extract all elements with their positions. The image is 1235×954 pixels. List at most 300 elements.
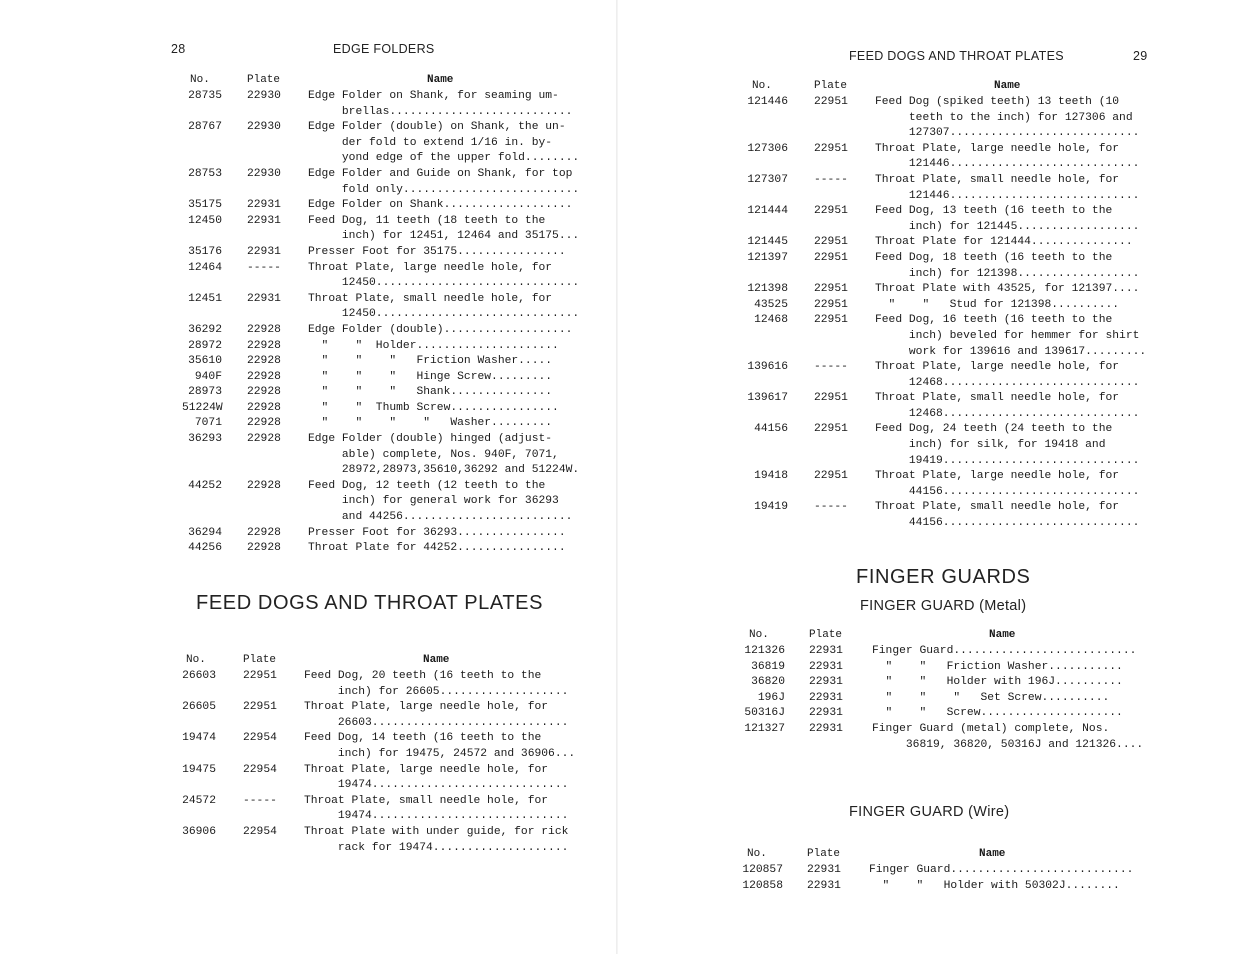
feed-dogs-table-right	[744, 79, 1154, 532]
part-description	[304, 700, 578, 731]
part-number: 35610	[188, 355, 222, 368]
plate-number: 22931	[809, 645, 843, 657]
part-description	[872, 691, 1151, 707]
table-row	[744, 235, 1154, 251]
part-number: 121445	[747, 236, 788, 249]
part-description	[308, 354, 582, 370]
part-description	[875, 500, 1154, 531]
page-number-left: 28	[171, 42, 186, 56]
description-line: Finger Guard...........................	[869, 864, 1134, 876]
description-line: brellas...........................	[308, 105, 573, 118]
description-line: Finger Guard (metal) complete, Nos.	[872, 722, 1110, 735]
table-row	[182, 339, 582, 355]
table-row	[178, 669, 578, 700]
description-line: " " " Shank...............	[308, 386, 553, 399]
table-row	[182, 541, 582, 557]
description-line: 19419.............................	[875, 454, 1140, 467]
part-number: 35176	[188, 245, 222, 258]
left-page	[0, 0, 617, 954]
part-number: 12464	[188, 261, 222, 274]
table-row	[182, 354, 582, 370]
part-description	[308, 214, 582, 245]
description-line: inch) beveled for hemmer for shirt	[875, 329, 1140, 342]
col-header-name: Name	[994, 80, 1021, 92]
part-description	[308, 89, 582, 120]
part-description	[308, 479, 582, 526]
description-line: Feed Dog, 20 teeth (16 teeth to the	[304, 670, 542, 682]
description-line: 12468.............................	[875, 407, 1140, 420]
feed-dogs-heading-left: FEED DOGS AND THROAT PLATES	[196, 592, 544, 614]
plate-number: 22930	[247, 167, 281, 180]
table-row	[739, 879, 1149, 895]
plate-number: 22931	[809, 707, 843, 720]
part-description	[875, 298, 1154, 314]
description-line: 44156.............................	[875, 517, 1140, 530]
part-number: 127306	[747, 142, 788, 155]
part-number: 12451	[188, 292, 222, 305]
part-description	[304, 825, 578, 856]
col-header-no: No.	[186, 654, 206, 666]
plate-number: 22931	[809, 722, 843, 735]
part-number: 35175	[188, 199, 222, 212]
description-line: " " Holder.....................	[308, 339, 559, 352]
description-line: Throat Plate for 44252................	[308, 542, 566, 555]
part-description	[308, 385, 582, 401]
description-line: " " Thumb Screw................	[308, 401, 559, 414]
part-description	[875, 360, 1154, 391]
part-description	[875, 95, 1154, 142]
description-line: " " " Hinge Screw.........	[308, 370, 553, 383]
table-row	[741, 706, 1151, 722]
plate-number: 22930	[247, 121, 281, 134]
description-line: Feed Dog, 12 teeth (12 teeth to the	[308, 479, 546, 492]
part-number: 19474	[182, 732, 216, 745]
description-line: inch) for 26605...................	[304, 685, 569, 698]
table-row	[741, 675, 1151, 691]
part-number: 44252	[188, 479, 222, 492]
description-line: inch) for 12451, 12464 and 35175...	[308, 230, 580, 243]
metal-heading-prefix: FINGER GUARD (	[860, 598, 985, 614]
part-number: 12468	[754, 314, 788, 327]
table-row	[178, 825, 578, 856]
part-number: 50316J	[744, 707, 785, 720]
table-header	[182, 73, 582, 89]
plate-number: 22931	[807, 879, 841, 892]
table-header	[739, 847, 1149, 863]
table-row	[744, 500, 1154, 531]
description-line: 127307............................	[875, 127, 1140, 140]
part-number: 36293	[188, 433, 222, 446]
part-number: 44156	[754, 423, 788, 436]
finger-guard-metal-table	[741, 628, 1151, 753]
description-line: " " Screw.....................	[872, 707, 1123, 720]
col-header-name: Name	[979, 848, 1006, 860]
description-line: Throat Plate, large needle hole, for	[304, 763, 549, 776]
plate-number: 22928	[247, 526, 281, 539]
description-line: 36819, 36820, 50316J and 121326....	[872, 738, 1144, 751]
description-line: " " " " Washer.........	[308, 417, 553, 430]
part-description	[872, 644, 1151, 660]
table-row	[182, 370, 582, 386]
table-row	[744, 142, 1154, 173]
running-header-left: EDGE FOLDERS	[333, 42, 435, 56]
part-number: 24572	[182, 794, 216, 807]
description-line: inch) for 19475, 24572 and 36906...	[304, 747, 576, 760]
plate-number: 22951	[814, 236, 848, 249]
part-number: 28753	[188, 167, 222, 180]
part-description	[308, 245, 582, 261]
description-line: 26603.............................	[304, 716, 569, 729]
col-header-name: Name	[427, 74, 454, 86]
plate-number: 22954	[243, 732, 277, 745]
plate-number: 22951	[814, 283, 848, 296]
part-number: 139617	[747, 392, 788, 405]
plate-number: -----	[814, 173, 848, 186]
col-header-no: No.	[749, 629, 769, 641]
part-description	[875, 204, 1154, 235]
part-description	[308, 339, 582, 355]
table-row	[182, 432, 582, 479]
plate-number: 22928	[247, 370, 281, 383]
table-row	[182, 416, 582, 432]
table-row	[744, 173, 1154, 204]
description-line: Throat Plate, small needle hole, for	[875, 173, 1120, 186]
part-description	[872, 706, 1151, 722]
part-number: 940F	[194, 370, 222, 383]
description-line: Edge Folder and Guide on Shank, for top	[308, 167, 573, 180]
table-row	[182, 479, 582, 526]
description-line: Edge Folder (double) hinged (adjust-	[308, 433, 553, 446]
plate-number: 22928	[247, 417, 281, 430]
part-number: 121444	[747, 205, 788, 218]
table-row	[182, 214, 582, 245]
description-line: inch) for general work for 36293	[308, 495, 559, 508]
description-line: Throat Plate with 43525, for 121397....	[875, 283, 1140, 296]
part-number: 121326	[744, 645, 785, 657]
part-number: 121327	[744, 722, 785, 735]
table-row	[182, 198, 582, 214]
description-line: Throat Plate, small needle hole, for	[308, 292, 553, 305]
wire-heading-prefix: FINGER GUARD (	[849, 804, 974, 820]
description-line: 12450..............................	[308, 308, 580, 321]
description-line: " " Stud for 121398..........	[875, 298, 1120, 311]
plate-number: 22931	[247, 292, 281, 305]
description-line: Edge Folder (double)...................	[308, 323, 573, 336]
plate-number: 22951	[814, 251, 848, 264]
part-description	[875, 235, 1154, 251]
plate-number: 22930	[247, 90, 281, 102]
finger-guard-wire-heading	[849, 804, 1009, 820]
table-row	[739, 863, 1149, 879]
description-line: Throat Plate, large needle hole, for	[308, 261, 553, 274]
description-line: inch) for 121398..................	[875, 267, 1140, 280]
description-line: der fold to extend 1/16 in. by-	[308, 136, 553, 149]
part-number: 36292	[188, 323, 222, 336]
table-row	[744, 360, 1154, 391]
plate-number: 22951	[814, 470, 848, 483]
part-number: 12450	[188, 214, 222, 227]
plate-number: 22951	[243, 670, 277, 682]
table-row	[178, 700, 578, 731]
description-line: 28972,28973,35610,36292 and 51224W.	[308, 464, 580, 477]
table-row	[744, 298, 1154, 314]
part-number: 19419	[754, 501, 788, 514]
table-row	[744, 391, 1154, 422]
plate-number: 22928	[247, 355, 281, 368]
col-header-plate: Plate	[814, 80, 848, 92]
part-description	[304, 731, 578, 762]
description-line: Feed Dog, 24 teeth (24 teeth to the	[875, 423, 1113, 436]
description-line: Throat Plate, large needle hole, for	[875, 361, 1120, 374]
description-line: Feed Dog (spiked teeth) 13 teeth (10	[875, 96, 1120, 108]
description-line: fold only..........................	[308, 183, 580, 196]
table-row	[744, 282, 1154, 298]
description-line: Edge Folder on Shank...................	[308, 199, 573, 212]
plate-number: 22931	[247, 214, 281, 227]
part-number: 36819	[751, 660, 785, 673]
description-line: Throat Plate, small needle hole, for	[875, 501, 1120, 514]
description-line: " " Holder with 196J..........	[872, 676, 1123, 689]
table-row	[182, 89, 582, 120]
plate-number: 22931	[809, 660, 843, 673]
description-line: inch) for silk, for 19418 and	[875, 439, 1106, 452]
page-number-right: 29	[1133, 49, 1148, 63]
part-number: 51224W	[182, 401, 223, 414]
plate-number: -----	[814, 501, 848, 514]
part-number: 196J	[757, 691, 785, 704]
part-description	[308, 292, 582, 323]
description-line: Feed Dog, 13 teeth (16 teeth to the	[875, 205, 1113, 218]
description-line: Throat Plate, small needle hole, for	[304, 794, 549, 807]
plate-number: 22954	[243, 825, 277, 838]
description-line: Finger Guard...........................	[872, 645, 1137, 657]
part-description	[875, 282, 1154, 298]
part-description	[308, 167, 582, 198]
part-number: 26603	[182, 670, 216, 682]
part-description	[308, 261, 582, 292]
description-line: 12468.............................	[875, 376, 1140, 389]
part-number: 43525	[754, 298, 788, 311]
part-description	[872, 722, 1151, 753]
part-description	[308, 323, 582, 339]
table-row	[182, 385, 582, 401]
plate-number: 22951	[814, 298, 848, 311]
table-row	[741, 660, 1151, 676]
plate-number: 22951	[814, 205, 848, 218]
part-number: 36906	[182, 825, 216, 838]
part-description	[308, 432, 582, 479]
finger-guard-wire-table	[739, 847, 1149, 894]
plate-number: 22951	[243, 701, 277, 714]
part-description	[872, 675, 1151, 691]
part-number: 28972	[188, 339, 222, 352]
description-line: " " Holder with 50302J........	[869, 879, 1120, 892]
part-description	[308, 416, 582, 432]
table-row	[741, 722, 1151, 753]
table-row	[741, 644, 1151, 660]
description-line: Feed Dog, 14 teeth (16 teeth to the	[304, 732, 542, 745]
metal-heading-suffix: )	[1021, 598, 1027, 614]
description-line: 19474.............................	[304, 779, 569, 792]
plate-number: 22928	[247, 433, 281, 446]
running-header-right: FEED DOGS AND THROAT PLATES	[849, 49, 1064, 63]
part-number: 28767	[188, 121, 222, 134]
wire-heading-suffix: )	[1004, 804, 1010, 820]
description-line: " " " Friction Washer.....	[308, 355, 553, 368]
plate-number: 22928	[247, 479, 281, 492]
col-header-no: No.	[190, 74, 210, 86]
part-number: 44256	[188, 542, 222, 555]
part-number: 121398	[747, 283, 788, 296]
table-row	[744, 204, 1154, 235]
part-description	[875, 251, 1154, 282]
metal-heading-word: Metal	[984, 598, 1022, 614]
plate-number: 22928	[247, 401, 281, 414]
plate-number: 22931	[807, 864, 841, 876]
part-description	[308, 370, 582, 386]
part-number: 28973	[188, 386, 222, 399]
description-line: yond edge of the upper fold........	[308, 152, 580, 165]
part-description	[308, 526, 582, 542]
description-line: Throat Plate with under guide, for rick	[304, 825, 569, 838]
description-line: Feed Dog, 16 teeth (16 teeth to the	[875, 314, 1113, 327]
description-line: Throat Plate, large needle hole, for	[875, 470, 1120, 483]
part-number: 19418	[754, 470, 788, 483]
description-line: 121446............................	[875, 158, 1140, 171]
description-line: " " Friction Washer...........	[872, 660, 1123, 673]
part-number: 26605	[182, 701, 216, 714]
description-line: 19474.............................	[304, 810, 569, 823]
plate-number: 22928	[247, 339, 281, 352]
plate-number: 22951	[814, 423, 848, 436]
table-row	[744, 469, 1154, 500]
plate-number: 22928	[247, 323, 281, 336]
part-description	[304, 794, 578, 825]
plate-number: 22928	[247, 386, 281, 399]
plate-number: 22951	[814, 392, 848, 405]
col-header-plate: Plate	[809, 629, 843, 641]
part-description	[869, 863, 1149, 879]
table-row	[178, 731, 578, 762]
description-line: 12450..............................	[308, 277, 580, 290]
description-line: 44156.............................	[875, 485, 1140, 498]
description-line: Feed Dog, 18 teeth (16 teeth to the	[875, 251, 1113, 264]
part-description	[308, 120, 582, 167]
description-line: inch) for 121445..................	[875, 220, 1140, 233]
part-number: 36820	[751, 676, 785, 689]
part-description	[872, 660, 1151, 676]
part-description	[875, 469, 1154, 500]
col-header-no: No.	[747, 848, 767, 860]
description-line: Throat Plate, large needle hole, for	[304, 701, 549, 714]
table-row	[744, 95, 1154, 142]
table-row	[182, 526, 582, 542]
col-header-plate: Plate	[243, 654, 277, 666]
table-row	[178, 763, 578, 794]
part-description	[308, 541, 582, 557]
table-header	[741, 628, 1151, 644]
plate-number: -----	[243, 794, 277, 807]
description-line: Presser Foot for 36293................	[308, 526, 566, 539]
col-header-name: Name	[989, 629, 1016, 641]
description-line: Presser Foot for 35175................	[308, 245, 566, 258]
part-description	[304, 669, 578, 700]
plate-number: 22928	[247, 542, 281, 555]
table-header	[744, 79, 1154, 95]
table-header	[178, 653, 578, 669]
part-number: 120858	[742, 879, 783, 892]
part-description	[875, 422, 1154, 469]
table-row	[182, 167, 582, 198]
description-line: Throat Plate, large needle hole, for	[875, 142, 1120, 155]
part-number: 127307	[747, 173, 788, 186]
plate-number: 22931	[247, 199, 281, 212]
plate-number: -----	[247, 261, 281, 274]
description-line: " " " Set Screw..........	[872, 691, 1110, 704]
right-page	[617, 0, 1235, 954]
description-line: Throat Plate for 121444...............	[875, 236, 1133, 249]
part-number: 120857	[742, 864, 783, 876]
description-line: work for 139616 and 139617.........	[875, 345, 1147, 358]
part-number: 28735	[188, 90, 222, 102]
finger-guards-heading: FINGER GUARDS	[856, 566, 1031, 588]
part-number: 139616	[747, 361, 788, 374]
description-line: and 44256.........................	[308, 511, 573, 524]
part-description	[875, 142, 1154, 173]
plate-number: 22954	[243, 763, 277, 776]
table-row	[182, 401, 582, 417]
table-row	[182, 120, 582, 167]
description-line: teeth to the inch) for 127306 and	[875, 111, 1133, 124]
part-number: 121397	[747, 251, 788, 264]
part-description	[308, 401, 582, 417]
part-description	[875, 313, 1154, 360]
table-row	[741, 691, 1151, 707]
col-header-plate: Plate	[807, 848, 841, 860]
description-line: Edge Folder on Shank, for seaming um-	[308, 90, 559, 102]
description-line: able) complete, Nos. 940F, 7071,	[308, 448, 559, 461]
table-row	[178, 794, 578, 825]
table-row	[182, 323, 582, 339]
part-description	[875, 173, 1154, 204]
part-number: 121446	[747, 96, 788, 108]
part-description	[869, 879, 1149, 895]
table-row	[744, 422, 1154, 469]
plate-number: 22951	[814, 96, 848, 108]
col-header-plate: Plate	[247, 74, 281, 86]
part-description	[308, 198, 582, 214]
table-row	[744, 251, 1154, 282]
part-number: 36294	[188, 526, 222, 539]
table-row	[182, 261, 582, 292]
plate-number: 22931	[247, 245, 281, 258]
part-number: 7071	[194, 417, 222, 430]
plate-number: 22931	[809, 691, 843, 704]
wire-heading-word: Wire	[973, 804, 1005, 820]
part-number: 19475	[182, 763, 216, 776]
table-row	[744, 313, 1154, 360]
description-line: 121446............................	[875, 189, 1140, 202]
feed-dogs-table-left	[178, 653, 578, 856]
finger-guard-metal-heading	[860, 598, 1026, 614]
table-row	[182, 245, 582, 261]
edge-folders-table	[182, 73, 582, 557]
plate-number: 22931	[809, 676, 843, 689]
description-line: Throat Plate, small needle hole, for	[875, 392, 1120, 405]
plate-number: -----	[814, 361, 848, 374]
col-header-name: Name	[423, 654, 450, 666]
description-line: rack for 19474....................	[304, 841, 569, 854]
